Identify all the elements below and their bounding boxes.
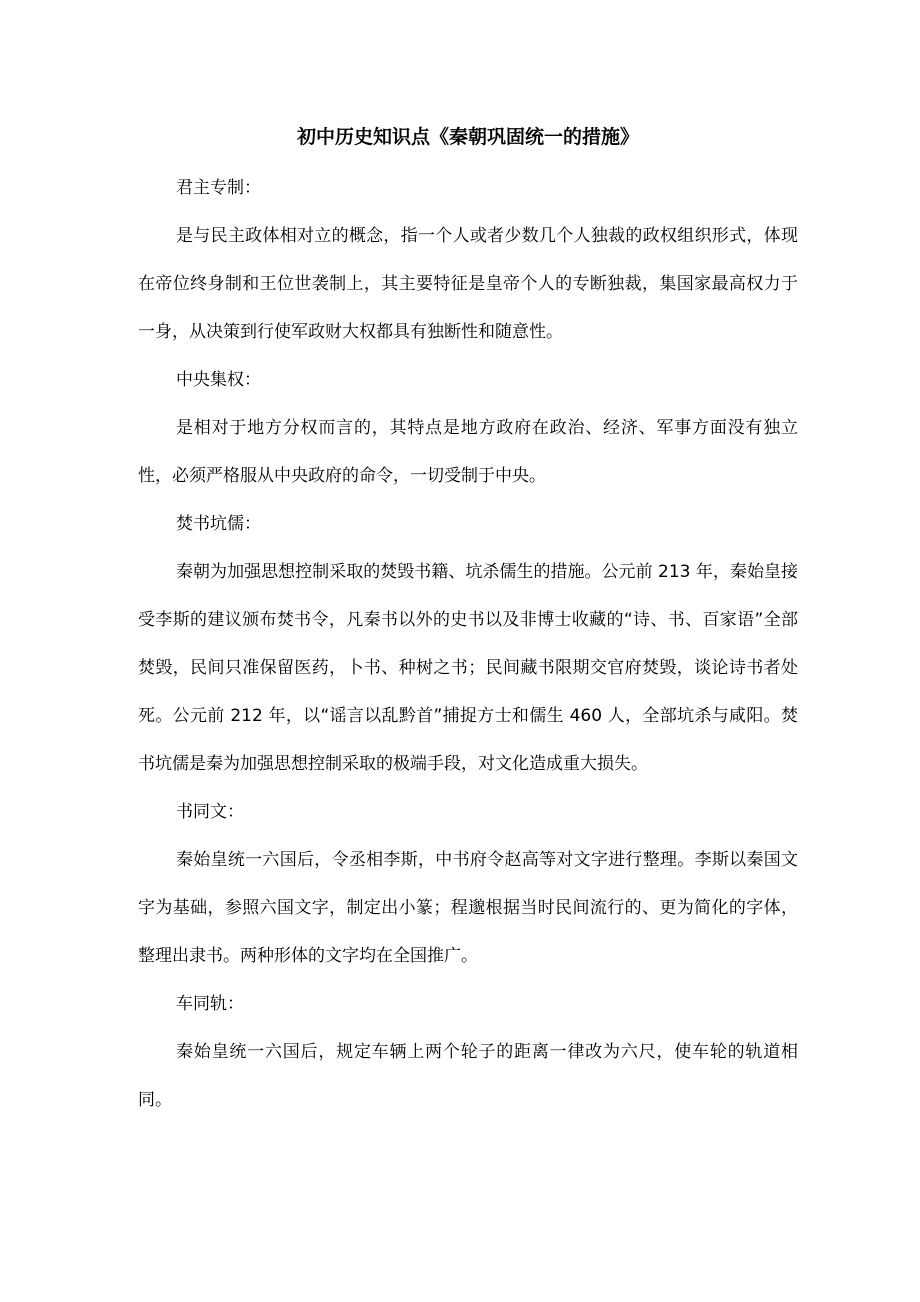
document-body <box>138 120 798 1124</box>
section-paragraph-book-burning: 秦朝为加强思想控制采取的焚毁书籍、坑杀儒生的措施。公元前 213 年，秦始皇接受李斯的建议颁布焚书令，凡秦书以外的史书以及非博士收藏的“诗、书、百家语”全部焚毁，民间只准保留医药，卜书、种树之书；民间藏书限期交官府焚毁，谈论诗书者处死。公元前 212 年，以“谣言以乱黔首”捕捉方士和儒生 460 人，全部坑杀与咸阳。焚书坑儒是秦为加强思想控制采取的极端手段，对文化造成重大损失。 <box>138 562 798 774</box>
section-heading-centralization: 中央集权： <box>176 370 261 390</box>
document-title: 初中历史知识点《秦朝巩固统一的措施》 <box>296 126 639 148</box>
section-heading-monarchy: 君主专制： <box>176 178 261 198</box>
section-paragraph-monarchy: 是与民主政体相对立的概念，指一个人或者少数几个人独裁的政权组织形式，体现在帝位终身制和王位世袭制上，其主要特征是皇帝个人的专断独裁，集国家最高权力于一身，从决策到行使军政财大权都具有独断性和随意性。 <box>138 226 798 342</box>
section-paragraph-unified-script: 秦始皇统一六国后，令丞相李斯，中书府令赵高等对文字进行整理。李斯以秦国文字为基础，参照六国文字，制定出小篆；程邈根据当时民间流行的、更为简化的字体，整理出隶书。两种形体的文字均在全国推广。 <box>138 850 798 966</box>
section-paragraph-centralization: 是相对于地方分权而言的，其特点是地方政府在政治、经济、军事方面没有独立性，必须严格服从中央政府的命令，一切受制于中央。 <box>138 418 798 486</box>
section-paragraph-unified-axle: 秦始皇统一六国后，规定车辆上两个轮子的距离一律改为六尺，使车轮的轨道相同。 <box>138 1042 798 1110</box>
section-heading-unified-script: 书同文： <box>176 802 244 822</box>
section-heading-unified-axle: 车同轨： <box>176 994 244 1014</box>
section-heading-book-burning: 焚书坑儒： <box>176 514 261 534</box>
